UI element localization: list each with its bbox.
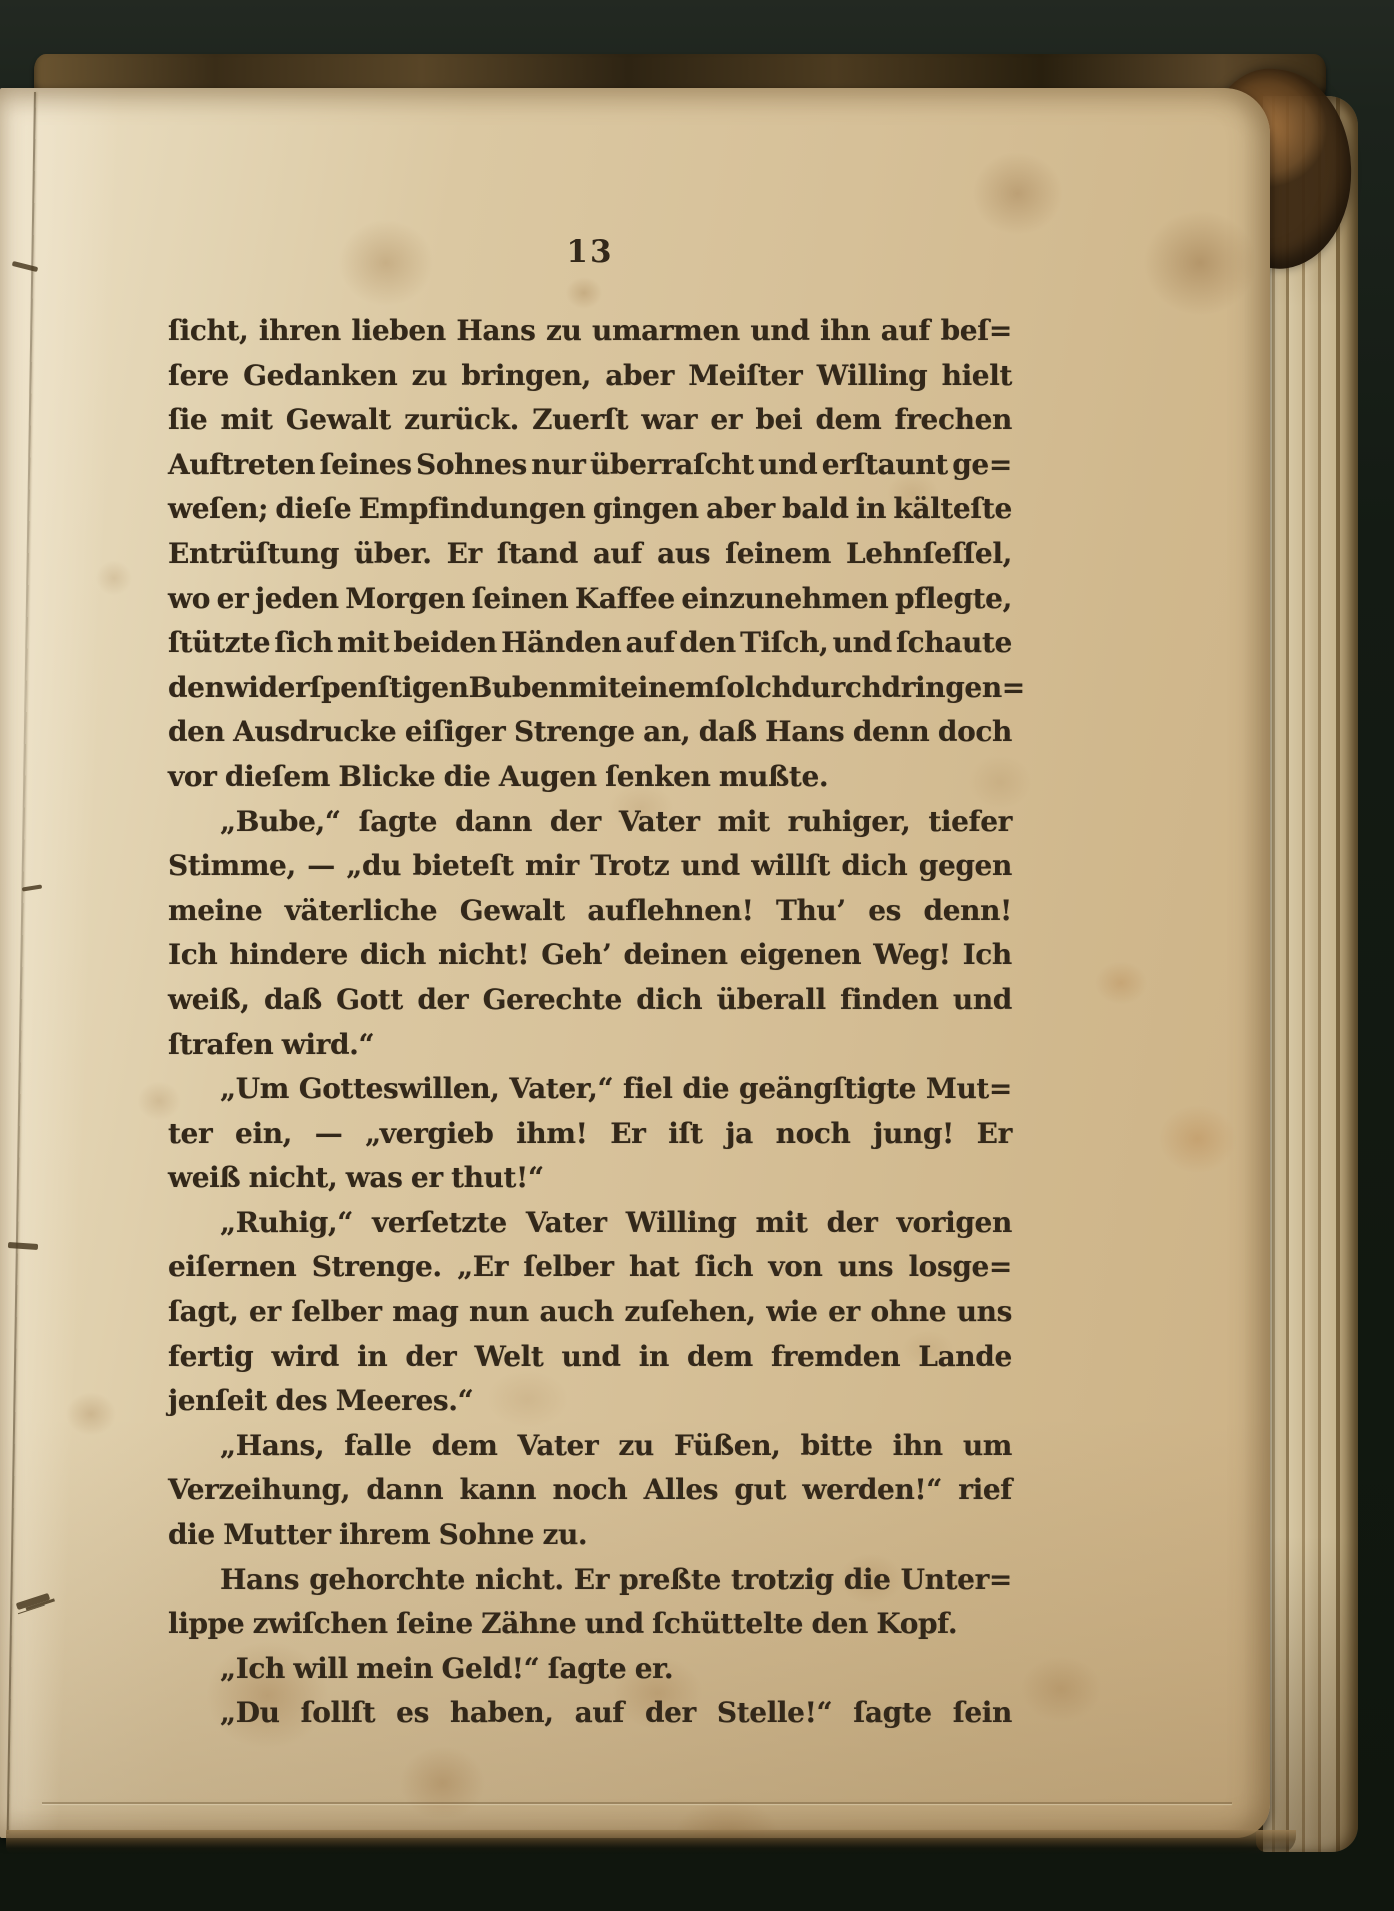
text-line: vor dieſem Blicke die Augen ſenken mußte. (168, 759, 829, 793)
book-page (0, 88, 1270, 1838)
text-line: weſen; dieſe Empfindungen gingen aber bald in kälteſte (168, 492, 1012, 526)
text-line: weiß, daß Gott der Gerechte dich überall finden und (168, 982, 1012, 1016)
page-fore-edge-stack (1256, 96, 1358, 1852)
text-line: wo er jeden Morgen ſeinen Kaffee einzunehmen pflegte, (168, 581, 1012, 615)
text-line: „Hans, falle dem Vater zu Füßen, bitte ihn um (220, 1428, 1012, 1462)
page-bottom-edge (6, 1830, 1296, 1854)
text-line: Auftreten ſeines Sohnes nur überraſcht und erſtaunt ge= (168, 447, 1012, 481)
text-line: meine väterliche Gewalt auflehnen! Thu’ es denn! (168, 893, 1012, 927)
text-line: Entrüſtung über. Er ſtand auf aus ſeinem Lehnſeſſel, (168, 536, 1012, 570)
text-line: „Ich will mein Geld!“ ſagte er. (220, 1651, 674, 1685)
text-line: ſtrafen wird.“ (168, 1027, 375, 1061)
text-line: Hans gehorchte nicht. Er preßte trotzig die Unter= (220, 1562, 1012, 1596)
bottom-crease (42, 1802, 1232, 1804)
text-line: ſie mit Gewalt zurück. Zuerſt war er bei dem frechen (168, 403, 1012, 437)
text-line: „Du ſollſt es haben, auf der Stelle!“ ſagte ſein (220, 1696, 1012, 1730)
text-line: „Ruhig,“ verſetzte Vater Willing mit der vorigen (220, 1205, 1012, 1239)
text-line: fertig wird in der Welt und in dem fremden Lande (168, 1339, 1012, 1373)
text-line: ſagt, er ſelber mag nun auch zuſehen, wie er ohne uns (168, 1295, 1012, 1329)
text-line: Stimme, — „du bieteſt mir Trotz und willſt dich gegen (168, 849, 1012, 883)
text-line: „Um Gotteswillen, Vater,“ fiel die geängſtigte Mut= (220, 1072, 1012, 1106)
text-line: Verzeihung, dann kann noch Alles gut werden!“ rief (168, 1473, 1012, 1507)
text-block (168, 309, 1025, 1736)
text-line: ſere Gedanken zu bringen, aber Meiſter Willing hielt (168, 358, 1012, 392)
text-line: ter ein, — „vergieb ihm! Er iſt ja noch jung! Er (168, 1116, 1012, 1150)
text-line: die Mutter ihrem Sohne zu. (168, 1518, 588, 1552)
text-line: den widerſpenſtigen Buben mit einem ſolch durchdringen= (168, 670, 1025, 704)
text-line: den Ausdrucke eiſiger Strenge an, daß Hans denn doch (168, 715, 1012, 749)
text-line: lippe zwiſchen ſeine Zähne und ſchüttelte den Kopf. (168, 1607, 958, 1641)
page-number: 13 (566, 234, 614, 270)
text-line: Ich hindere dich nicht! Geh’ deinen eigenen Weg! Ich (168, 938, 1012, 972)
text-line: ſicht, ihren lieben Hans zu umarmen und ihn auf beſ= (168, 314, 1012, 347)
text-line: „Bube,“ ſagte dann der Vater mit ruhiger, tiefer (220, 804, 1012, 838)
text-line: ſtützte ſich mit beiden Händen auf den Tiſch, und ſchaute (168, 626, 1012, 660)
text-line: weiß nicht, was er thut!“ (168, 1161, 544, 1195)
text-line: jenſeit des Meeres.“ (168, 1384, 474, 1418)
text-line: eiſernen Strenge. „Er ſelber hat ſich von uns losge= (168, 1250, 1012, 1284)
